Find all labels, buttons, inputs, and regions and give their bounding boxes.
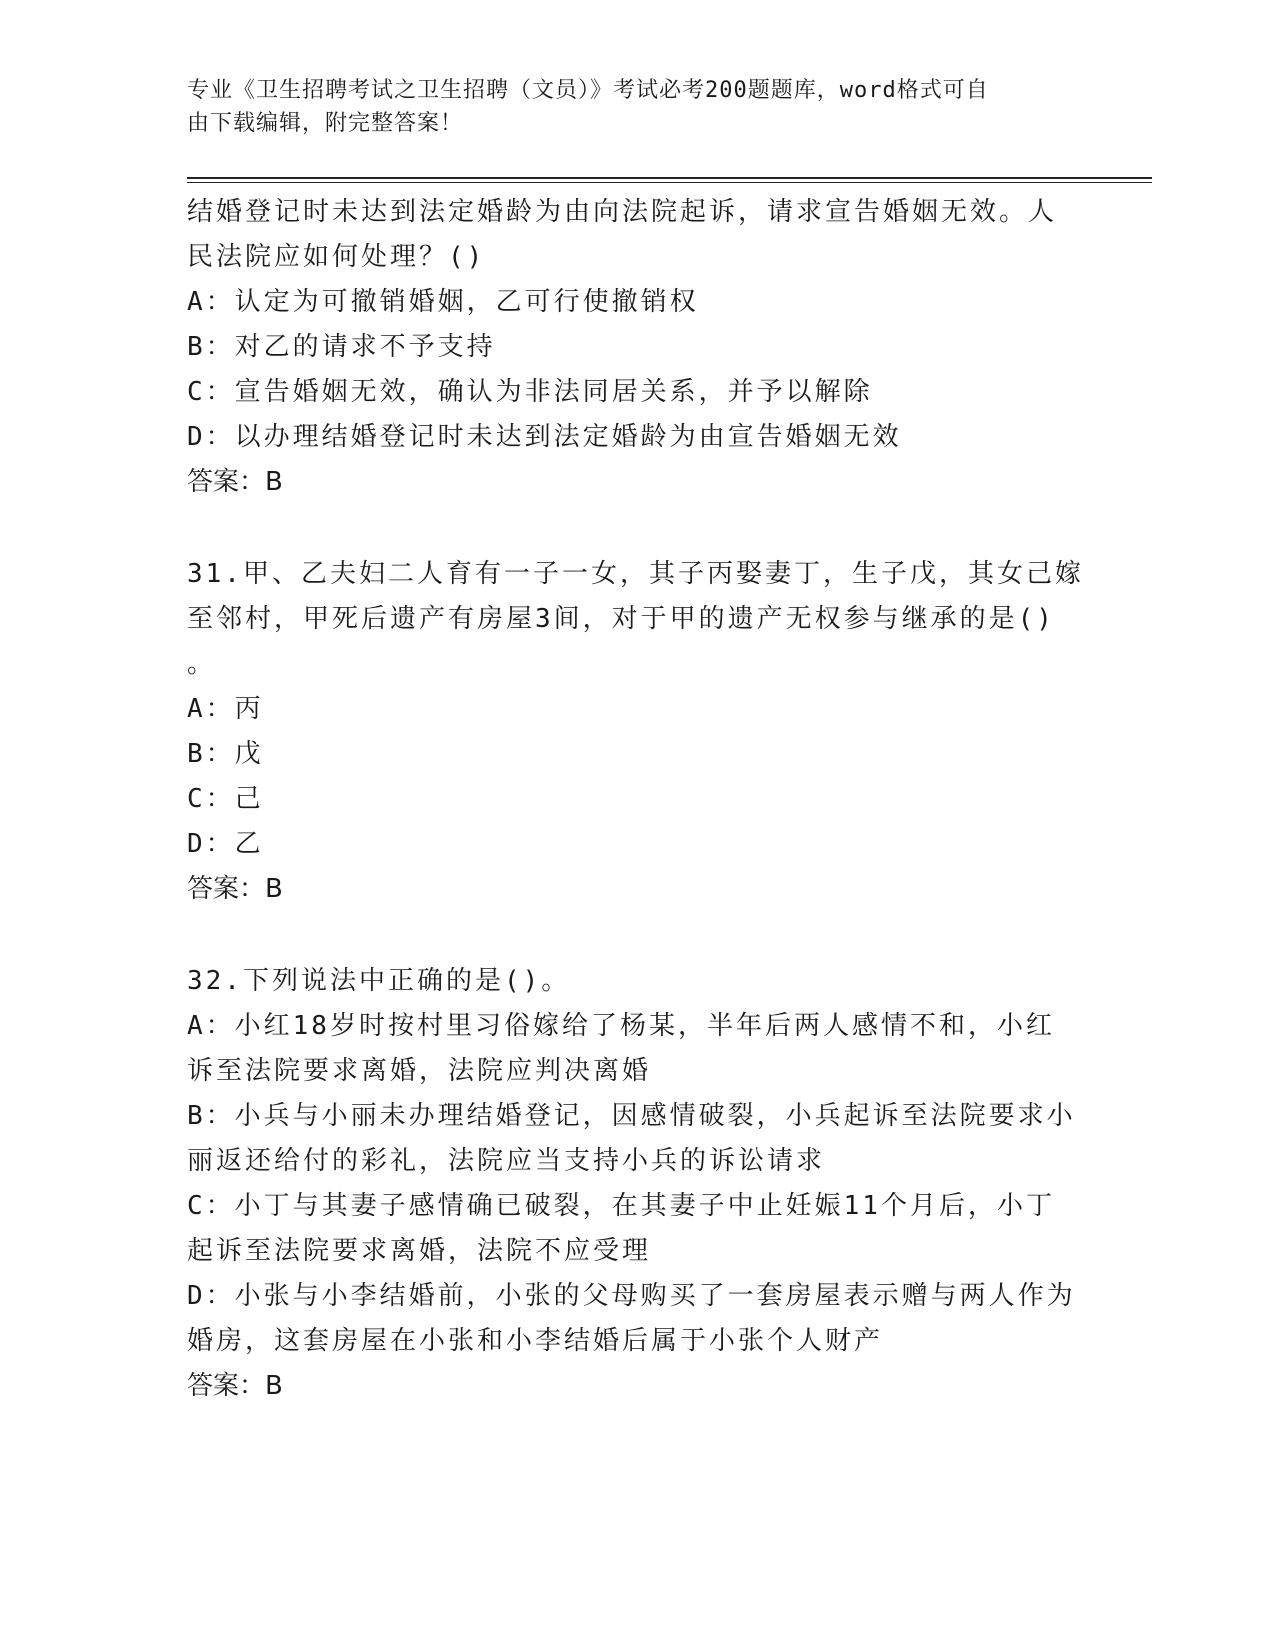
question-stem: 民法院应如何处理？() bbox=[187, 242, 486, 272]
question-stem: 结婚登记时未达到法定婚龄为由向法院起诉，请求宣告婚姻无效。人 bbox=[187, 197, 1058, 227]
question-31 bbox=[187, 552, 1084, 912]
document-body bbox=[187, 190, 1084, 1409]
option-b: B：戊 bbox=[187, 739, 264, 769]
header-line: 专业《卫生招聘考试之卫生招聘（文员）》考试必考200题题库，word格式可自 bbox=[187, 78, 989, 103]
option-b: B：小兵与小丽未办理结婚登记，因感情破裂，小兵起诉至法院要求小 bbox=[187, 1101, 1076, 1131]
option-c: C：己 bbox=[187, 784, 264, 814]
question-32 bbox=[187, 959, 1076, 1409]
option-c: 起诉至法院要求离婚，法院不应受理 bbox=[187, 1236, 652, 1266]
option-a: A：认定为可撤销婚姻，乙可行使撤销权 bbox=[187, 287, 699, 317]
option-b: 丽返还给付的彩礼，法院应当支持小兵的诉讼请求 bbox=[187, 1146, 826, 1176]
spacer bbox=[187, 505, 1067, 552]
answer-label: 答案：B bbox=[187, 467, 283, 497]
option-a: A：小红18岁时按村里习俗嫁给了杨某，半年后两人感情不和，小红 bbox=[187, 1011, 1055, 1041]
spacer bbox=[187, 912, 1067, 959]
question-stem: 32.下列说法中正确的是()。 bbox=[187, 966, 571, 996]
option-d: D：乙 bbox=[187, 829, 264, 859]
option-b: B：对乙的请求不予支持 bbox=[187, 332, 496, 362]
answer-label: 答案：B bbox=[187, 874, 283, 904]
header-divider bbox=[187, 177, 1152, 179]
option-a: 诉至法院要求离婚，法院应判决离婚 bbox=[187, 1056, 652, 1086]
option-c: C：宣告婚姻无效，确认为非法同居关系，并予以解除 bbox=[187, 377, 873, 407]
answer-label: 答案：B bbox=[187, 1371, 283, 1401]
option-a: A：丙 bbox=[187, 694, 264, 724]
question-stem: 。 bbox=[187, 649, 217, 679]
question-stem: 至邻村，甲死后遗产有房屋3间，对于甲的遗产无权参与继承的是() bbox=[187, 604, 1055, 634]
question-30 bbox=[187, 190, 1067, 505]
header-line: 由下载编辑，附完整答案！ bbox=[187, 111, 464, 136]
question-stem: 31.甲、乙夫妇二人育有一子一女，其子丙娶妻丁，生子戊，其女己嫁 bbox=[187, 559, 1084, 589]
header-divider bbox=[187, 182, 1152, 183]
option-d: D：小张与小李结婚前，小张的父母购买了一套房屋表示赠与两人作为 bbox=[187, 1281, 1076, 1311]
option-d: 婚房，这套房屋在小张和小李结婚后属于小张个人财产 bbox=[187, 1326, 884, 1356]
page-header bbox=[187, 74, 1067, 140]
option-c: C：小丁与其妻子感情确已破裂，在其妻子中止妊娠11个月后，小丁 bbox=[187, 1191, 1055, 1221]
option-d: D：以办理结婚登记时未达到法定婚龄为由宣告婚姻无效 bbox=[187, 422, 902, 452]
